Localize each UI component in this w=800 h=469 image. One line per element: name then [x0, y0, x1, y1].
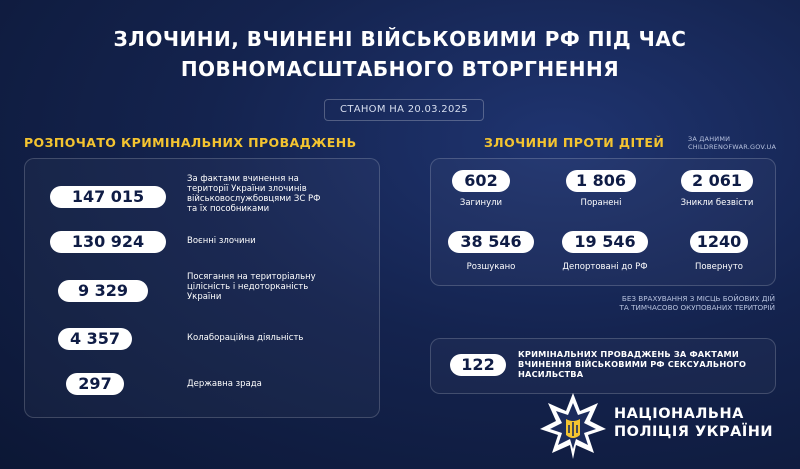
children-wounded-value: 1 806	[566, 170, 636, 192]
stat-total-value: 147 015	[50, 186, 166, 208]
stat-collaboration-desc: Колабораційна діяльність	[187, 333, 304, 343]
sexual-violence-value: 122	[450, 354, 506, 376]
children-returned-value: 1240	[690, 231, 748, 253]
sexual-violence-desc: КРИМІНАЛЬНИХ ПРОВАДЖЕНЬ ЗА ФАКТАМИ ВЧИНЕННЯ ВІЙСЬКОВИМИ РФ СЕКСУАЛЬНОГО НАСИЛЬСТВА	[518, 349, 747, 379]
children-deported-label: Депортовані до РФ	[562, 262, 648, 272]
stat-territorial-desc: Посягання на територіальну цілісність і недоторканість України	[187, 272, 316, 302]
stat-territorial-value: 9 329	[58, 280, 148, 302]
children-wounded-label: Поранені	[580, 198, 622, 208]
stat-war-crimes-desc: Воєнні злочини	[187, 236, 256, 246]
children-missing-value: 2 061	[681, 170, 753, 192]
date-badge: СТАНОМ НА 20.03.2025	[324, 99, 484, 121]
title-line-2: ПОВНОМАСШТАБНОГО ВТОРГНЕННЯ	[180, 57, 620, 81]
children-killed-label: Загинули	[459, 198, 503, 208]
children-missing-label: Зникли безвісти	[680, 198, 754, 208]
page-title	[0, 24, 800, 84]
stat-collaboration-value: 4 357	[58, 328, 132, 350]
police-logo-text: НАЦІОНАЛЬНА ПОЛІЦІЯ УКРАЇНИ	[614, 406, 774, 440]
stat-treason-desc: Державна зрада	[187, 379, 262, 389]
children-footnote: БЕЗ ВРАХУВАННЯ З МІСЦЬ БОЙОВИХ ДІЙ ТА ТИМЧАСОВО ОКУПОВАНИХ ТЕРИТОРІЙ	[619, 294, 775, 312]
children-found-value: 38 546	[448, 231, 534, 253]
children-deported-value: 19 546	[562, 231, 648, 253]
criminal-heading: РОЗПОЧАТО КРИМІНАЛЬНИХ ПРОВАДЖЕНЬ	[24, 135, 357, 150]
title-line-1: ЗЛОЧИНИ, ВЧИНЕНІ ВІЙСЬКОВИМИ РФ ПІД ЧАС	[113, 27, 687, 51]
children-found-label: Розшукано	[466, 262, 516, 272]
children-killed-value: 602	[452, 170, 510, 192]
stat-war-crimes-value: 130 924	[50, 231, 166, 253]
children-source: ЗА ДАНИМИ CHILDRENOFWAR.GOV.UA	[688, 135, 777, 151]
stat-total-desc: За фактами вчинення на території України злочинів військовослужбовцями ЗС РФ та їх пособниками	[187, 174, 321, 214]
children-heading: ЗЛОЧИНИ ПРОТИ ДІТЕЙ	[484, 135, 665, 150]
stat-treason-value: 297	[66, 373, 124, 395]
police-star-badge-icon	[538, 391, 608, 461]
children-returned-label: Повернуто	[695, 262, 743, 272]
